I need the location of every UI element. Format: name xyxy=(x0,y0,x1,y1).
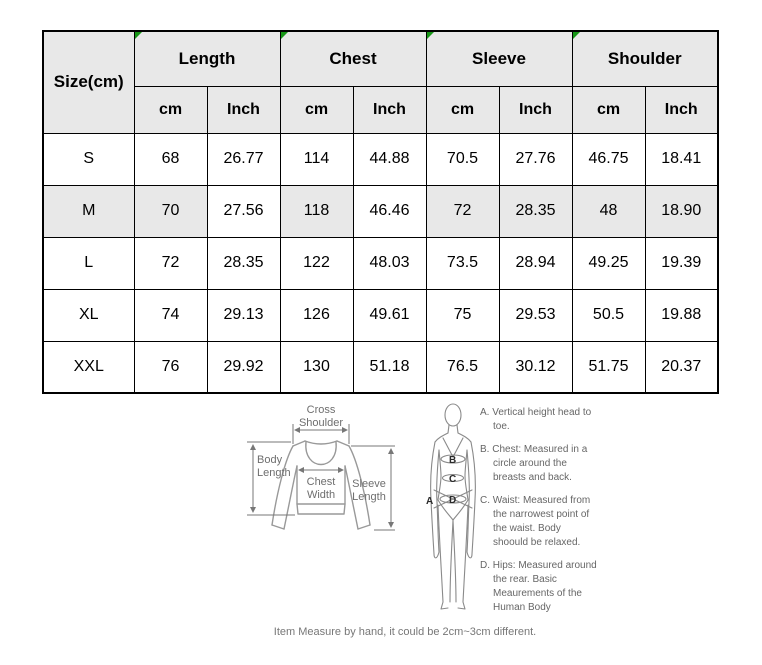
group-header-row xyxy=(43,31,718,86)
measurement-cell: 70 xyxy=(134,185,207,237)
waist-marker-c: C xyxy=(449,474,457,485)
measure-note: D. Hips: Measured around the rear. Basic Meaurements of the Human Body xyxy=(480,560,597,613)
measurement-cell: 19.88 xyxy=(645,289,718,341)
size-row-xl xyxy=(43,289,718,341)
measurement-cell: 76.5 xyxy=(426,341,499,393)
size-chart-table xyxy=(42,30,719,394)
cross-shoulder-label: Cross Shoulder xyxy=(298,404,344,429)
measurement-cell: 73.5 xyxy=(426,237,499,289)
measurement-cell: 130 xyxy=(280,341,353,393)
size-row-s xyxy=(43,133,718,185)
measure-note: C. Waist: Measured from the narrowest point of the waist. Body shoould be relaxed. xyxy=(480,495,591,548)
measurement-cell: 18.90 xyxy=(645,185,718,237)
height-marker-a: A xyxy=(426,496,434,507)
measurement-cell: 28.35 xyxy=(499,185,572,237)
size-row-m xyxy=(43,185,718,237)
measurement-cell: 68 xyxy=(134,133,207,185)
unit-header: cm xyxy=(572,86,645,133)
measurement-cell: 18.41 xyxy=(645,133,718,185)
group-header-label: Shoulder xyxy=(607,48,682,68)
measurement-cell: 118 xyxy=(280,185,353,237)
group-header-length xyxy=(134,31,280,86)
unit-header: Inch xyxy=(353,86,426,133)
measurement-cell: 19.39 xyxy=(645,237,718,289)
size-label-cell: L xyxy=(43,237,134,289)
size-label-cell: XL xyxy=(43,289,134,341)
measurement-cell: 51.18 xyxy=(353,341,426,393)
measurement-cell: 114 xyxy=(280,133,353,185)
measurement-cell: 29.53 xyxy=(499,289,572,341)
group-header-label: Sleeve xyxy=(472,48,526,68)
measurement-cell: 28.35 xyxy=(207,237,280,289)
measurement-cell: 48 xyxy=(572,185,645,237)
measurement-cell: 26.77 xyxy=(207,133,280,185)
green-corner-flag-icon xyxy=(573,32,580,39)
measure-note: B. Chest: Measured in a circle around the breasts and back. xyxy=(480,444,588,483)
measurement-cell: 122 xyxy=(280,237,353,289)
measurement-cell: 75 xyxy=(426,289,499,341)
group-header-label: Chest xyxy=(329,48,377,68)
measurement-cell: 20.37 xyxy=(645,341,718,393)
measurement-cell: 70.5 xyxy=(426,133,499,185)
measurement-cell: 27.56 xyxy=(207,185,280,237)
unit-header: Inch xyxy=(207,86,280,133)
measurement-cell: 48.03 xyxy=(353,237,426,289)
garment-measure-diagram xyxy=(245,404,397,552)
measurement-cell: 49.61 xyxy=(353,289,426,341)
group-header-label: Length xyxy=(178,48,236,68)
measurement-cell: 74 xyxy=(134,289,207,341)
green-corner-flag-icon xyxy=(281,32,288,39)
group-header-sleeve xyxy=(426,31,572,86)
unit-header: cm xyxy=(426,86,499,133)
measurement-cell: 46.75 xyxy=(572,133,645,185)
measurement-cell: 72 xyxy=(134,237,207,289)
body-outline-drawing xyxy=(426,402,480,614)
size-row-xxl xyxy=(43,341,718,393)
measurement-cell: 51.75 xyxy=(572,341,645,393)
unit-header: Inch xyxy=(645,86,718,133)
measurement-cell: 29.13 xyxy=(207,289,280,341)
green-corner-flag-icon xyxy=(427,32,434,39)
footer-note: Item Measure by hand, it could be 2cm~3cm different. xyxy=(273,626,537,638)
size-unit-header: Size(cm) xyxy=(43,31,134,133)
size-label-cell: S xyxy=(43,133,134,185)
measurement-cell: 28.94 xyxy=(499,237,572,289)
measure-notes-list xyxy=(480,406,598,624)
measurement-cell: 27.76 xyxy=(499,133,572,185)
size-row-l xyxy=(43,237,718,289)
measurement-cell: 44.88 xyxy=(353,133,426,185)
measurement-cell: 50.5 xyxy=(572,289,645,341)
measure-note: A. Vertical height head to toe. xyxy=(480,407,592,432)
body-length-label: Body Length xyxy=(257,454,291,479)
sleeve-length-label: Sleeve Length xyxy=(352,478,386,503)
body-measure-figure xyxy=(426,402,480,614)
unit-header: cm xyxy=(134,86,207,133)
measurement-cell: 46.46 xyxy=(353,185,426,237)
size-label-cell: M xyxy=(43,185,134,237)
unit-header-row xyxy=(43,86,718,133)
measurement-cell: 29.92 xyxy=(207,341,280,393)
measurement-cell: 30.12 xyxy=(499,341,572,393)
group-header-shoulder xyxy=(572,31,718,86)
green-corner-flag-icon xyxy=(135,32,142,39)
unit-header: Inch xyxy=(499,86,572,133)
measurement-cell: 126 xyxy=(280,289,353,341)
group-header-chest xyxy=(280,31,426,86)
chest-width-label: Chest Width xyxy=(306,476,336,501)
hips-marker-d: D xyxy=(449,495,457,506)
size-label-cell: XXL xyxy=(43,341,134,393)
measurement-cell: 49.25 xyxy=(572,237,645,289)
unit-header: cm xyxy=(280,86,353,133)
chest-marker-b: B xyxy=(449,455,457,466)
measurement-cell: 76 xyxy=(134,341,207,393)
measurement-cell: 72 xyxy=(426,185,499,237)
